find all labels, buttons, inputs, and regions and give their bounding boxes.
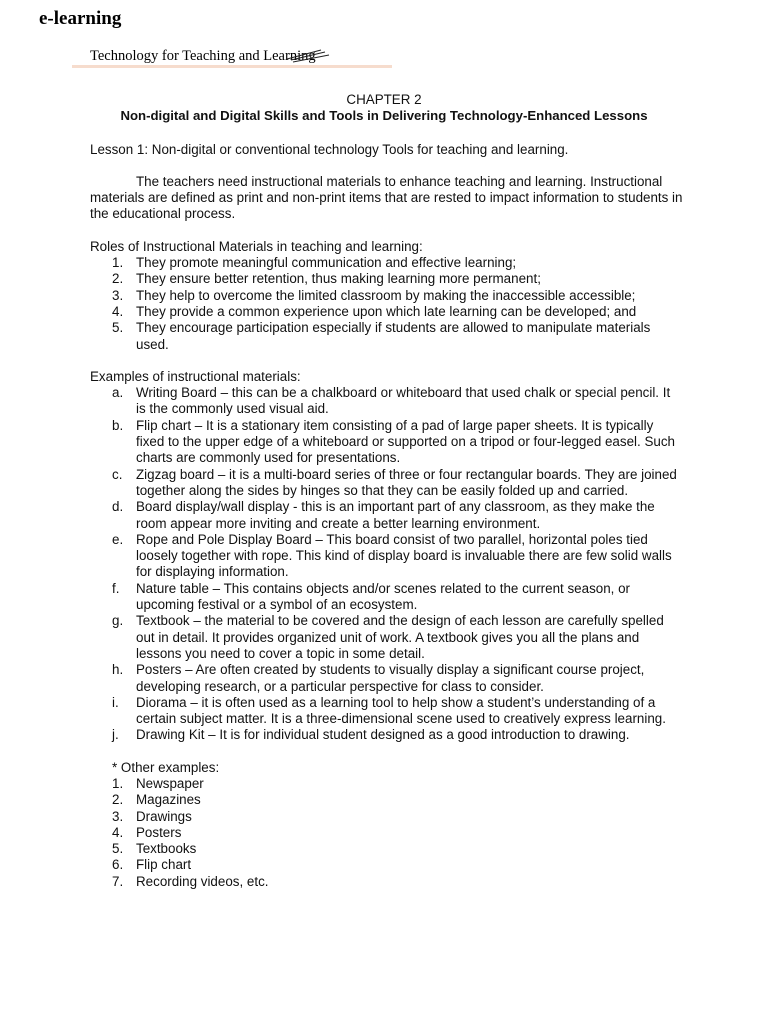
list-item xyxy=(90,613,678,662)
chapter-label: CHAPTER 2 xyxy=(346,92,422,107)
list-item-text: They promote meaningful communication and effective learning; xyxy=(136,255,517,271)
list-marker: a. xyxy=(112,385,124,401)
list-item-text: They help to overcome the limited classroom by making the inaccessible accessible; xyxy=(136,287,636,303)
examples-list xyxy=(90,385,690,744)
list-item-text: Textbooks xyxy=(136,841,197,857)
list-marker: d. xyxy=(112,499,124,515)
list-item xyxy=(90,532,678,581)
list-item xyxy=(90,662,678,695)
list-marker: c. xyxy=(112,466,123,482)
list-item xyxy=(90,581,678,614)
list-item-text: Flip chart – It is a stationary item consisting of a pad of large paper sheets. It is typically fixed to the upper edge of a whiteboard or supported on a tripod or four-legged easel. Such charts are commonly used for presentations. xyxy=(136,417,675,466)
list-item xyxy=(90,467,678,500)
list-marker: 3. xyxy=(112,808,124,824)
list-item-text: Newspaper xyxy=(136,775,204,791)
list-item-text: Recording videos, etc. xyxy=(136,873,269,889)
chapter-title: Non-digital and Digital Skills and Tools in Delivering Technology-Enhanced Lessons xyxy=(120,108,648,124)
list-item-text: Rope and Pole Display Board – This board consist of two parallel, horizontal poles tied loosely together with rope. This kind of display board is invaluable there are few solid walls for displaying information. xyxy=(136,531,672,580)
list-item-text: Writing Board – this can be a chalkboard or whiteboard that used chalk or special pencil. It is the commonly used visual aid. xyxy=(136,385,671,417)
lesson-title: Lesson 1: Non-digital or conventional technology Tools for teaching and learning. xyxy=(90,141,569,157)
roles-heading: Roles of Instructional Materials in teaching and learning: xyxy=(90,238,423,254)
list-item-text: Flip chart xyxy=(136,857,192,873)
list-marker: 5. xyxy=(112,841,124,857)
roles-list xyxy=(90,255,690,353)
list-marker: 1. xyxy=(112,255,124,271)
list-item-text: Board display/wall display - this is an important part of any classroom, as they make the room appear more inviting and create a better learning environment. xyxy=(136,499,655,531)
list-item-text: Drawings xyxy=(136,808,192,824)
list-item-text: Drawing Kit – It is for individual student designed as a good introduction to drawing. xyxy=(136,727,630,743)
list-item-text: Diorama – it is often used as a learning tool to help show a student’s understanding of a certain subject matter. It is a three-dimensional scene used to creatively express learning. xyxy=(136,694,666,727)
list-item xyxy=(90,304,678,320)
list-marker: f. xyxy=(112,580,120,596)
list-marker: j. xyxy=(112,727,119,743)
list-item-text: Zigzag board – it is a multi-board series of three or four rectangular boards. They are joined together along the sides by hinges so that they can be easily folded up and carried. xyxy=(136,466,677,498)
header-divider xyxy=(72,65,392,68)
other-examples-heading: * Other examples: xyxy=(112,759,220,775)
list-item xyxy=(90,874,678,890)
list-item-text: They encourage participation especially if students are allowed to manipulate materials used. xyxy=(136,320,651,352)
list-item xyxy=(90,841,678,857)
list-marker: 7. xyxy=(112,873,124,889)
list-item-text: Nature table – This contains objects and/or scenes related to the current season, or upcoming festival or a symbol of an ecosystem. xyxy=(136,580,631,613)
list-item xyxy=(90,385,678,418)
list-marker: 2. xyxy=(112,271,124,287)
list-marker: 2. xyxy=(112,792,124,808)
list-item-text: Posters xyxy=(136,824,182,840)
list-item xyxy=(90,271,678,287)
list-marker: b. xyxy=(112,417,124,433)
other-examples-list xyxy=(90,776,690,890)
list-marker: 5. xyxy=(112,320,124,336)
brand-title: e-learning xyxy=(39,8,122,29)
list-marker: i. xyxy=(112,694,119,710)
list-item-text: Posters – Are often created by students to visually display a significant course project, developing research, or a particular perspective for class to consider. xyxy=(136,662,645,694)
header-subtitle: Technology for Teaching and Learning xyxy=(90,48,316,64)
list-marker: 3. xyxy=(112,287,124,303)
list-marker: 1. xyxy=(112,775,124,791)
list-marker: 4. xyxy=(112,824,124,840)
list-item xyxy=(90,809,678,825)
list-item xyxy=(90,418,678,467)
list-item xyxy=(90,255,678,271)
list-marker: e. xyxy=(112,531,124,547)
list-marker: g. xyxy=(112,613,124,629)
examples-heading: Examples of instructional materials: xyxy=(90,368,301,384)
list-marker: 4. xyxy=(112,303,124,319)
intro-paragraph: The teachers need instructional materials to enhance teaching and learning. Instructional materials are defined as print and non-print items that are rested to impact information to students in the educational process. xyxy=(90,173,683,222)
list-item-text: Magazines xyxy=(136,792,201,808)
list-item xyxy=(90,857,678,873)
list-marker: 6. xyxy=(112,857,124,873)
list-item xyxy=(90,825,678,841)
list-item xyxy=(90,499,678,532)
list-item-text: Textbook – the material to be covered and the design of each lesson are carefully spelled out in detail. It provides organized unit of work. A textbook gives you all the plans and lessons you need to cover a topic in some detail. xyxy=(136,613,664,661)
list-item xyxy=(90,792,678,808)
list-item xyxy=(90,727,678,743)
list-item-text: They provide a common experience upon which late learning can be developed; and xyxy=(136,303,637,319)
list-item xyxy=(90,695,678,728)
pen-mark-icon xyxy=(283,48,333,66)
document-body xyxy=(90,92,690,890)
list-item xyxy=(90,288,678,304)
list-item xyxy=(90,320,678,353)
list-item-text: They ensure better retention, thus making learning more permanent; xyxy=(136,271,541,287)
list-item xyxy=(90,776,678,792)
list-marker: h. xyxy=(112,662,124,678)
